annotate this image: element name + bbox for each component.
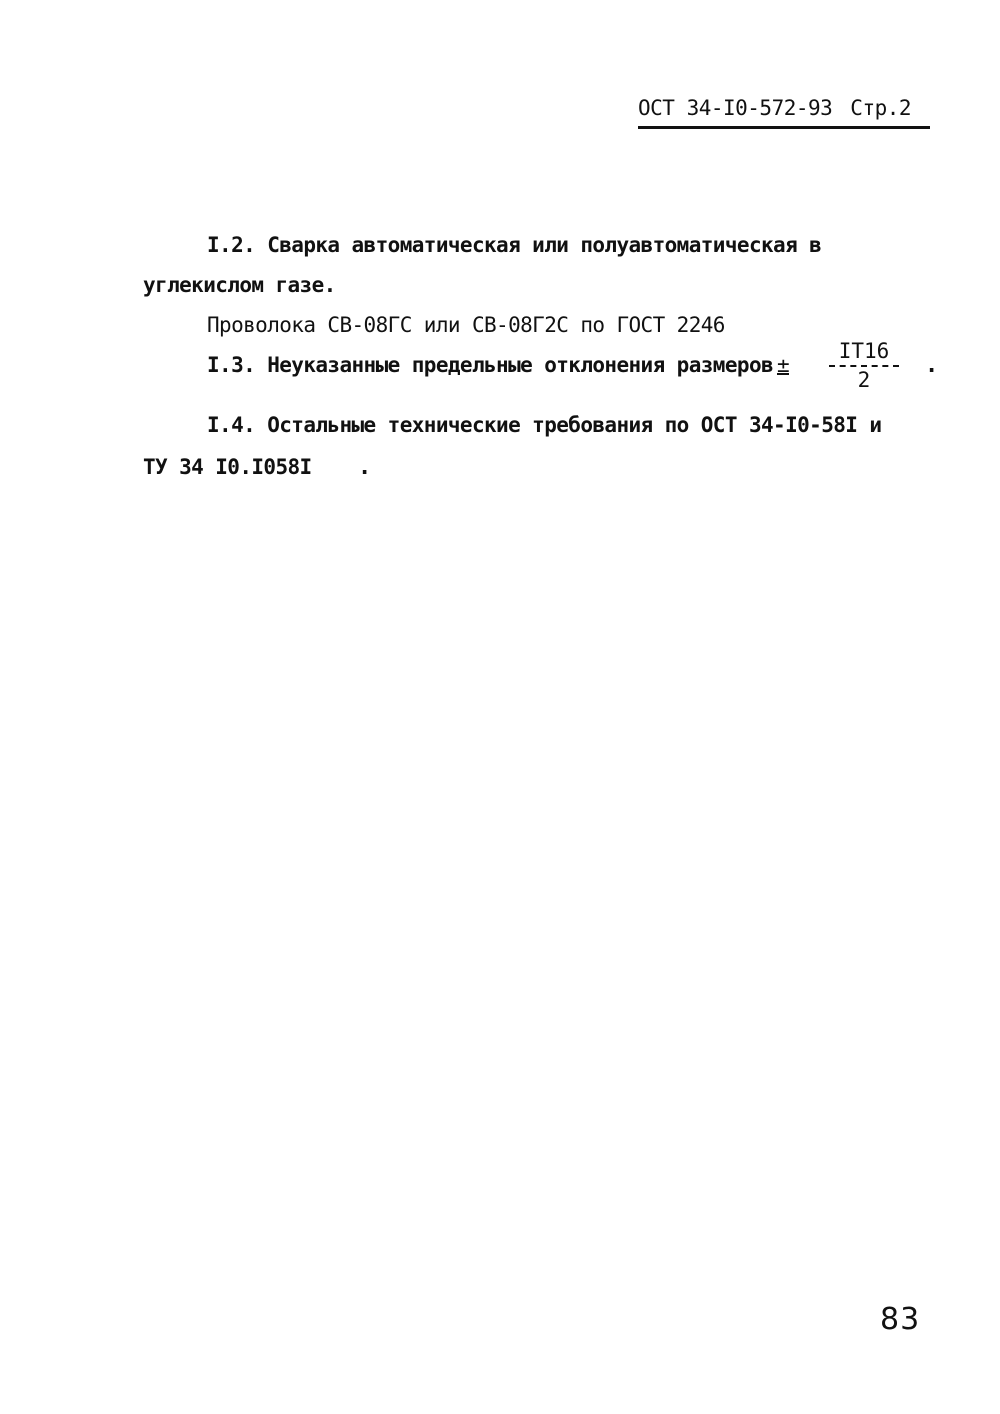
tolerance-fraction	[827, 339, 901, 392]
item-1-2-line-2: углекислом газе.	[143, 273, 336, 297]
item-1-4-line-1: I.4. Остальные технические требования по ОСТ 34-I0-58I и	[207, 413, 882, 437]
fraction-numerator: IT16	[838, 339, 890, 363]
document-code: ОСТ 34-I0-572-93	[638, 96, 833, 120]
item-1-2-line-1: I.2. Сварка автоматическая или полуавтоматическая в	[207, 233, 822, 257]
item-1-3-line	[207, 353, 797, 377]
item-1-4-line-2: ТУ 34 I0.I058I	[143, 455, 312, 479]
fraction-denominator: 2	[857, 368, 871, 392]
plus-minus-sign: ±	[777, 353, 790, 377]
item-1-2-wire-spec: Проволока СВ-08ГС или СВ-08Г2С по ГОСТ 2246	[207, 313, 725, 337]
page-label: Стр.2	[850, 96, 912, 120]
item-1-4-period: .	[358, 455, 372, 480]
item-1-3-text: I.3. Неуказанные предельные отклонения размеров	[207, 353, 774, 377]
page-header	[638, 96, 930, 129]
item-1-3-period: .	[925, 353, 939, 378]
page-number: 83	[880, 1302, 921, 1337]
